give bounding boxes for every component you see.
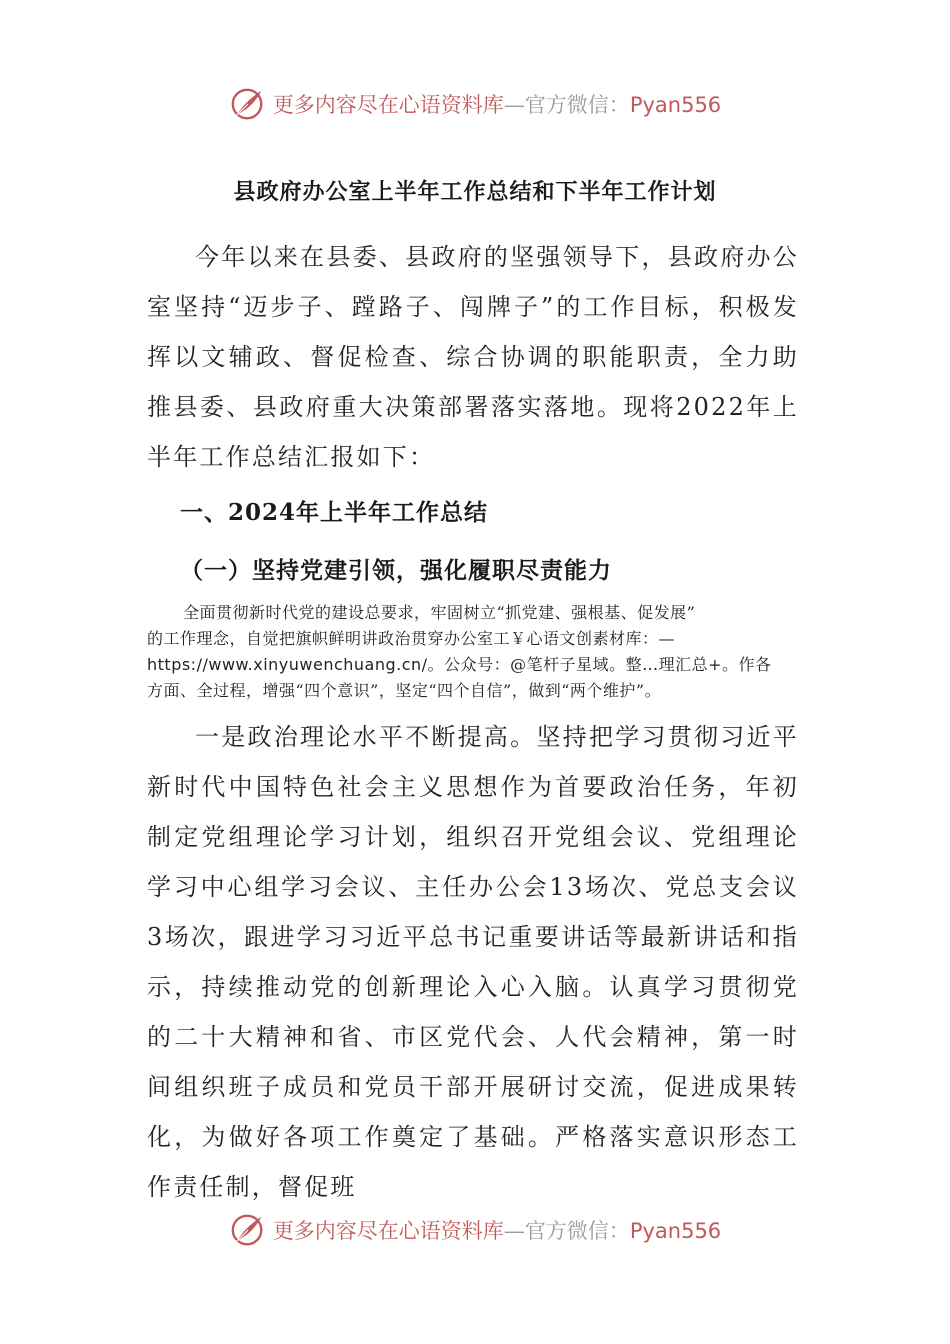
body-section bbox=[147, 712, 799, 1212]
banner-content bbox=[229, 85, 721, 123]
small-line-4: 方面、全过程，增强“四个意识”，坚定“四个自信”，做到“两个维护”。 bbox=[147, 681, 662, 700]
footer-banner-content bbox=[229, 1211, 721, 1249]
footer-banner-wechat-id: Pyan556 bbox=[629, 1219, 722, 1243]
document-title: 县政府办公室上半年工作总结和下半年工作计划 bbox=[233, 179, 717, 205]
intro-paragraph: 今年以来在县委、县政府的坚强领导下，县政府办公室坚持“迈步子、蹚路子、闯牌子”的工作目标，积极发挥以文辅政、督促检查、综合协调的职能职责，全力助推县委、县政府重大决策部署落实落地。现将2022年上半年工作总结汇报如下： bbox=[147, 243, 799, 471]
banner-official-label: 官方微信： bbox=[524, 93, 630, 117]
header-banner bbox=[0, 82, 950, 126]
quill-logo-icon bbox=[229, 85, 267, 123]
small-line-1: 全面贯彻新时代党的建设总要求，牢固树立“抓党建、强根基、促发展” bbox=[183, 603, 696, 622]
banner-dash: — bbox=[503, 93, 525, 117]
small-line-3-rest: 。公众号：@笔杆子星域。整…理汇总+。作各 bbox=[427, 655, 772, 674]
banner-main-text: 更多内容尽在心语资料库 bbox=[272, 93, 504, 117]
source-url-link[interactable]: https://www.xinyuwenchuang.cn/ bbox=[147, 655, 428, 674]
small-line-3 bbox=[147, 652, 807, 678]
footer-banner-official-label: 官方微信： bbox=[524, 1219, 630, 1243]
footer-banner-dash: — bbox=[503, 1219, 525, 1243]
section-heading-2: （一）坚持党建引领，强化履职尽责能力 bbox=[180, 557, 612, 584]
quill-logo-icon bbox=[229, 1211, 267, 1249]
footer-banner bbox=[0, 1208, 950, 1252]
footer-banner-main-text: 更多内容尽在心语资料库 bbox=[272, 1219, 504, 1243]
body-paragraph: 一是政治理论水平不断提高。坚持把学习贯彻习近平新时代中国特色社会主义思想作为首要政治任务，年初制定党组理论学习计划，组织召开党组会议、党组理论学习中心组学习会议、主任办公会13场次、党总支会议3场次，跟进学习习近平总书记重要讲话等最新讲话和指示，持续推动党的创新理论入心入脑。认真学习贯彻党的二十大精神和省、市区党代会、人代会精神，第一时间组织班子成员和党员干部开展研讨交流，促进成果转化，为做好各项工作奠定了基础。严格落实意识形态工作责任制，督促班 bbox=[147, 723, 799, 1201]
intro-section bbox=[147, 232, 799, 482]
section-heading-1: 一、2024年上半年工作总结 bbox=[180, 499, 489, 526]
banner-text bbox=[273, 89, 721, 119]
small-text-block bbox=[147, 600, 807, 704]
small-line-2: 的工作理念，自觉把旗帜鲜明讲政治贯穿办公室工￥心语文创素材库：— bbox=[147, 629, 676, 648]
footer-banner-text bbox=[273, 1215, 721, 1245]
banner-wechat-id: Pyan556 bbox=[629, 93, 722, 117]
